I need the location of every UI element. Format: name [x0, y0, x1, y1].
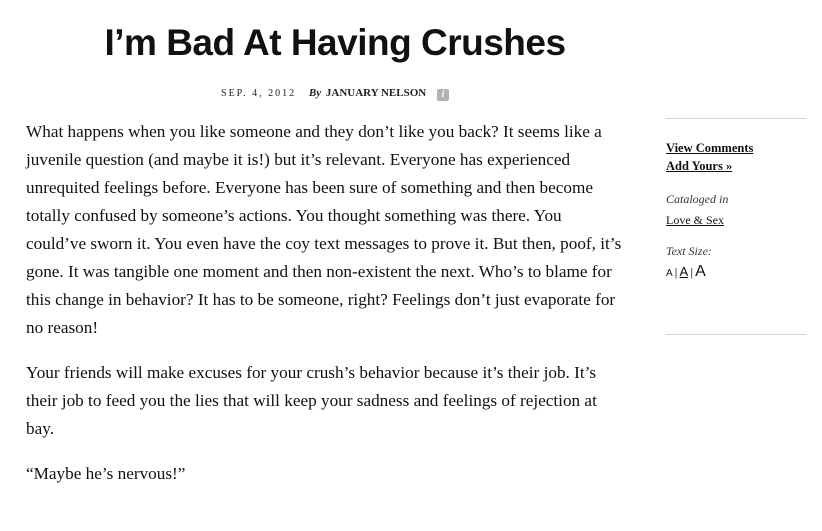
- article-paragraph: What happens when you like someone and they don’t like you back? It seems like a juvenile question (and maybe it is!) but it’s relevant. Everyone has experienced unrequited feelings before. Everyone has been sure of something and then become totally confused by someone’s actions. You thought something was there. You could’ve sworn it. You even have the coy text messages to prove it. But then, poof, it’s gone. It was tangible one moment and then non-existent the next. Who’s to blame for this change in behavior? It has to be someone, right? Feelings don’t just evaporate for no reason!: [26, 122, 622, 337]
- author-link[interactable]: JANUARY NELSON: [325, 87, 427, 99]
- article-paragraph: Your friends will make excuses for your crush’s behavior because it’s their job. It’s their job to feed you the lies that will keep your sadness and feelings of rejection at bay.: [26, 363, 597, 438]
- article-body: [26, 118, 626, 505]
- sidebar-divider: [666, 334, 806, 335]
- text-size-separator: |: [674, 267, 678, 279]
- article-paragraph: “Maybe he’s nervous!”: [26, 464, 186, 483]
- cataloged-label: Cataloged in: [666, 192, 729, 206]
- comment-links: [666, 139, 806, 175]
- byline: [0, 84, 670, 103]
- text-size-small-button[interactable]: A: [666, 268, 673, 279]
- article-date: SEP. 4, 2012: [221, 88, 297, 99]
- info-icon[interactable]: i: [437, 89, 449, 101]
- add-comment-link[interactable]: Add Yours »: [666, 159, 733, 173]
- byline-by: By: [308, 87, 322, 99]
- text-size-large-button[interactable]: A: [695, 263, 706, 280]
- article-sidebar: [666, 118, 806, 284]
- text-size-section: [666, 242, 806, 284]
- text-size-separator: |: [690, 267, 694, 279]
- text-size-controls: [666, 262, 806, 284]
- text-size-medium-button[interactable]: A: [679, 264, 689, 279]
- text-size-label: Text Size:: [666, 244, 712, 258]
- category-link[interactable]: Love & Sex: [666, 213, 724, 227]
- view-comments-link[interactable]: View Comments: [666, 141, 754, 155]
- article-title: I’m Bad At Having Crushes: [104, 22, 566, 63]
- category-section: [666, 190, 806, 230]
